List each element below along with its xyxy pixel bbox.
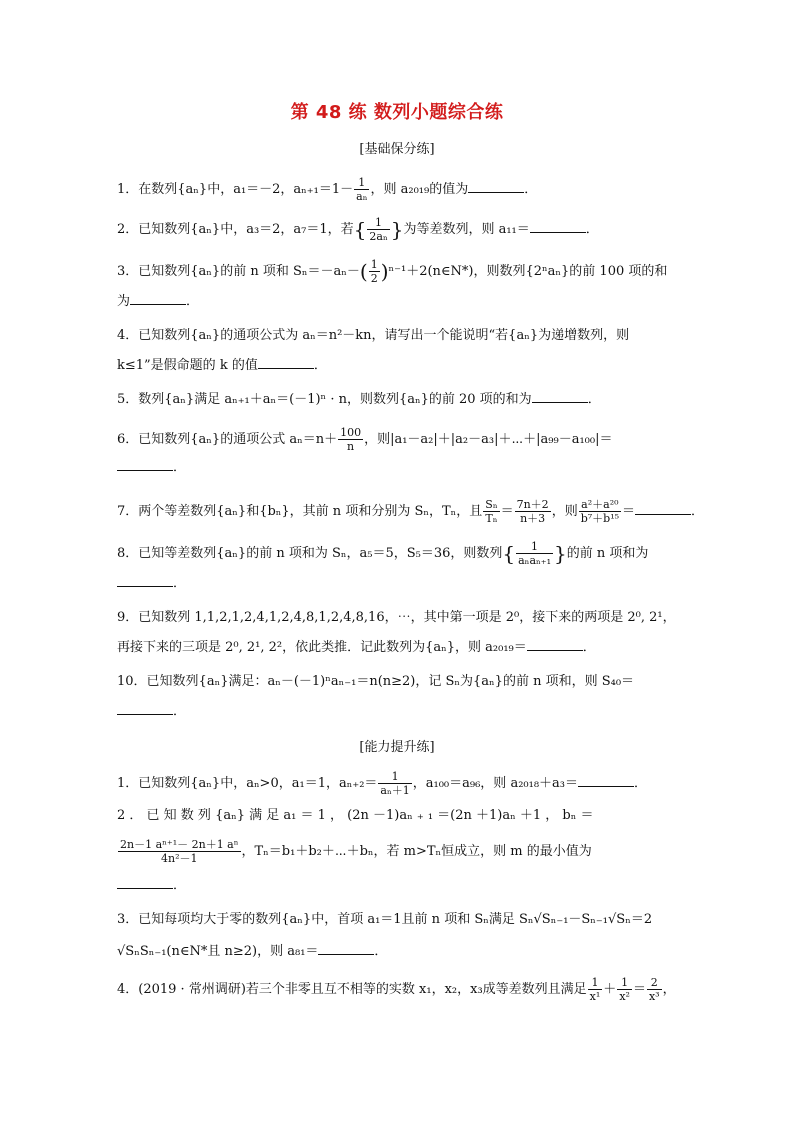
answer-blank[interactable]: [117, 702, 173, 715]
basic-q10-cont: ．: [117, 702, 677, 722]
aq1-fraction: $\frac{1}{\text{aₙ＋1}}$: [380, 770, 410, 797]
basic-q4-cont: k≤1”是假命题的 k 的值 ．: [117, 358, 327, 373]
q2-frac-num: 1: [367, 216, 389, 230]
advanced-q3-cont: √SₙSₙ₋₁(n∈N*且 n≥2)，则 a₈₁＝ ．: [117, 944, 388, 959]
advanced-q2-cont2: ．: [117, 876, 677, 896]
aq1-text: 1．已知数列{aₙ}中，aₙ>0，a₁＝1，aₙ₊₂＝: [117, 776, 378, 791]
q4-cont-text: k≤1”是假命题的 k 的值: [117, 358, 258, 373]
basic-q6-cont: ．: [117, 458, 677, 478]
aq4-text: 4．(2019 · 常州调研)若三个非零且互不相等的实数 x₁，x₂，x₃成等差数列且满足: [117, 982, 587, 997]
basic-q1: 1．在数列{aₙ}中，a₁＝－2，aₙ₊₁＝1－ $\frac{1}{\text{aₙ}}$ ，则 a₂₀₁₉的值为 ．: [117, 176, 538, 203]
q6-text: 6．已知数列{aₙ}的通项公式 aₙ＝n＋: [117, 432, 338, 447]
q1-text-post: ，则 a₂₀₁₉的值为: [370, 182, 469, 197]
answer-blank[interactable]: [117, 876, 173, 889]
answer-blank[interactable]: [117, 574, 173, 587]
basic-q8: 8．已知等差数列{aₙ}的前 n 项和为 Sₙ，a₅＝5，S₅＝36，则数列{ $\frac{1}{\text{aₙaₙ₊₁}}$ }的前 n 项和为: [117, 540, 649, 567]
answer-blank[interactable]: [258, 356, 314, 369]
q1-text: 1．在数列{aₙ}中，a₁＝－2，aₙ₊₁＝1－: [117, 182, 354, 197]
basic-q10: 10．已知数列{aₙ}满足：aₙ－(－1)ⁿaₙ₋₁＝n(n≥2)，记 Sₙ为{aₙ}的前 n 项和，则 S₄₀＝: [117, 674, 635, 689]
answer-blank[interactable]: [635, 502, 691, 515]
basic-q9-cont: 再接下来的三项是 2⁰, 2¹, 2²，依此类推．记此数列为{aₙ}，则 a₂₀₁₉＝ ．: [117, 640, 596, 655]
q8-text: 8．已知等差数列{aₙ}的前 n 项和为 Sₙ，a₅＝5，S₅＝36，则数列: [117, 546, 503, 561]
q6-frac-den: n: [347, 440, 355, 453]
basic-q2: 2．已知数列{aₙ}中，a₃＝2，a₇＝1，若{ $\frac{1}{\text{2aₙ}}$ }为等差数列，则 a₁₁＝ ．: [117, 216, 599, 243]
advanced-q1: 1．已知数列{aₙ}中，aₙ>0，a₁＝1，aₙ₊₂＝ $\frac{1}{\text{aₙ＋1}}$ ，a₁₀₀＝a₉₆，则 a₂₀₁₈＋a₃＝ ．: [117, 770, 648, 797]
answer-blank[interactable]: [578, 774, 634, 787]
basic-q7: 7．两个等差数列{aₙ}和{bₙ}，其前 n 项和分别为 Sₙ，Tₙ，且 $\frac{\text{Sₙ}}{\text{Tₙ}}$ ＝ $\frac{7n+2}{n+3}$ ，则 $\frac{\text{a²＋a²⁰}}{\text{b⁷＋b¹⁵}}$ ＝ ．: [117, 498, 705, 525]
q7-fraction-1: $\frac{\text{Sₙ}}{\text{Tₙ}}$: [485, 498, 498, 525]
basic-q4: 4．已知数列{aₙ}的通项公式为 aₙ＝n²－kn，请写出一个能说明“若{aₙ}为递增数列，则: [117, 328, 630, 343]
advanced-q2-cont: $\frac{\text{2n－1 aⁿ⁺¹－ 2n＋1 aⁿ}}{\text{4n²－1}}$ ，Tₙ＝b₁＋b₂＋⋯＋bₙ，若 m>Tₙ恒成立，则 m 的最小值为: [120, 838, 592, 865]
answer-blank[interactable]: [318, 942, 374, 955]
q2-fraction: [367, 216, 389, 243]
answer-blank[interactable]: [532, 390, 588, 403]
q3-text-post: ⁿ⁻¹＋2(n∈N*)，则数列{2ⁿaₙ}的前 100 项的和: [388, 264, 668, 279]
advanced-q3: 3．已知每项均大于零的数列{aₙ}中，首项 a₁＝1且前 n 项和 Sₙ满足 Sₙ√Sₙ₋₁－Sₙ₋₁√Sₙ＝2: [117, 912, 653, 927]
q6-text-post: ，则|a₁－a₂|＋|a₂－a₃|＋⋯＋|a₉₉－a₁₀₀|＝: [364, 432, 613, 447]
section-basic-heading: [基础保分练]: [359, 142, 435, 157]
page-title: 第 48 练 数列小题综合练: [290, 102, 504, 123]
basic-q9: 9．已知数列 1,1,2,1,2,4,1,2,4,8,1,2,4,8,16，⋯，其中第一项是 2⁰，接下来的两项是 2⁰, 2¹，: [117, 610, 676, 625]
q3-frac-num: 1: [370, 258, 378, 271]
answer-blank[interactable]: [468, 180, 524, 193]
q6-fraction: [338, 426, 363, 453]
answer-blank[interactable]: [130, 292, 186, 305]
q7-text: 7．两个等差数列{aₙ}和{bₙ}，其前 n 项和分别为 Sₙ，Tₙ，且: [117, 504, 483, 519]
basic-q5: 5．数列{aₙ}满足 aₙ₊₁＋aₙ＝(－1)ⁿ · n，则数列{aₙ}的前 20 项的和为 ．: [117, 392, 601, 407]
aq2-fraction: $\frac{\text{2n－1 aⁿ⁺¹－ 2n＋1 aⁿ}}{\text{4n²－1}}$: [120, 838, 239, 865]
q5-text: 5．数列{aₙ}满足 aₙ₊₁＋aₙ＝(－1)ⁿ · n，则数列{aₙ}的前 20 项的和为: [117, 392, 532, 407]
q8-fraction: $\frac{1}{\text{aₙaₙ₊₁}}$: [518, 540, 551, 567]
q3-cont-text: 为: [117, 294, 131, 309]
advanced-q2: 2 ． 已 知 数 列 {aₙ} 满 足 a₁ ＝ 1 ， (2n －1)aₙ ₊ ₁ ＝(2n ＋1)aₙ ＋1 ， bₙ ＝: [117, 808, 594, 823]
answer-blank[interactable]: [530, 220, 586, 233]
q2-text: 2．已知数列{aₙ}中，a₃＝2，a₇＝1，若: [117, 222, 354, 237]
q2-text-post: 为等差数列，则 a₁₁＝: [403, 222, 530, 237]
basic-q8-cont: ．: [117, 574, 677, 594]
q3-frac-den: 2: [370, 272, 378, 285]
advanced-q4: 4．(2019 · 常州调研)若三个非零且互不相等的实数 x₁，x₂，x₃成等差数列且满足 $\frac{1}{\text{x¹}}$ ＋ $\frac{1}{\text{x²}}$ ＝ $\frac{2}{\text{x³}}$ ，: [117, 976, 676, 1003]
q1-fraction: [354, 176, 369, 203]
basic-q3-cont: 为 ．: [117, 294, 200, 309]
q2-frac-den: 2aₙ: [369, 230, 388, 243]
q7-fraction-2: $\frac{7n+2}{n+3}$: [516, 498, 549, 525]
q7-fraction-3: $\frac{\text{a²＋a²⁰}}{\text{b⁷＋b¹⁵}}$: [580, 498, 620, 525]
basic-q3: 3．已知数列{aₙ}的前 n 项和 Sₙ＝－aₙ－( $\frac{1}{2}$ )ⁿ⁻¹＋2(n∈N*)，则数列{2ⁿaₙ}的前 100 项的和: [117, 258, 668, 285]
q3-text: 3．已知数列{aₙ}的前 n 项和 Sₙ＝－aₙ－: [117, 264, 360, 279]
answer-blank[interactable]: [117, 458, 173, 471]
answer-blank[interactable]: [527, 638, 583, 651]
q1-frac-den: aₙ: [356, 190, 368, 203]
basic-q6: [117, 426, 677, 453]
section-advanced-heading: [能力提升练]: [359, 740, 435, 755]
q3-fraction: [369, 258, 380, 285]
q6-frac-num: 100: [340, 426, 362, 439]
q1-frac-num: 1: [354, 176, 369, 190]
